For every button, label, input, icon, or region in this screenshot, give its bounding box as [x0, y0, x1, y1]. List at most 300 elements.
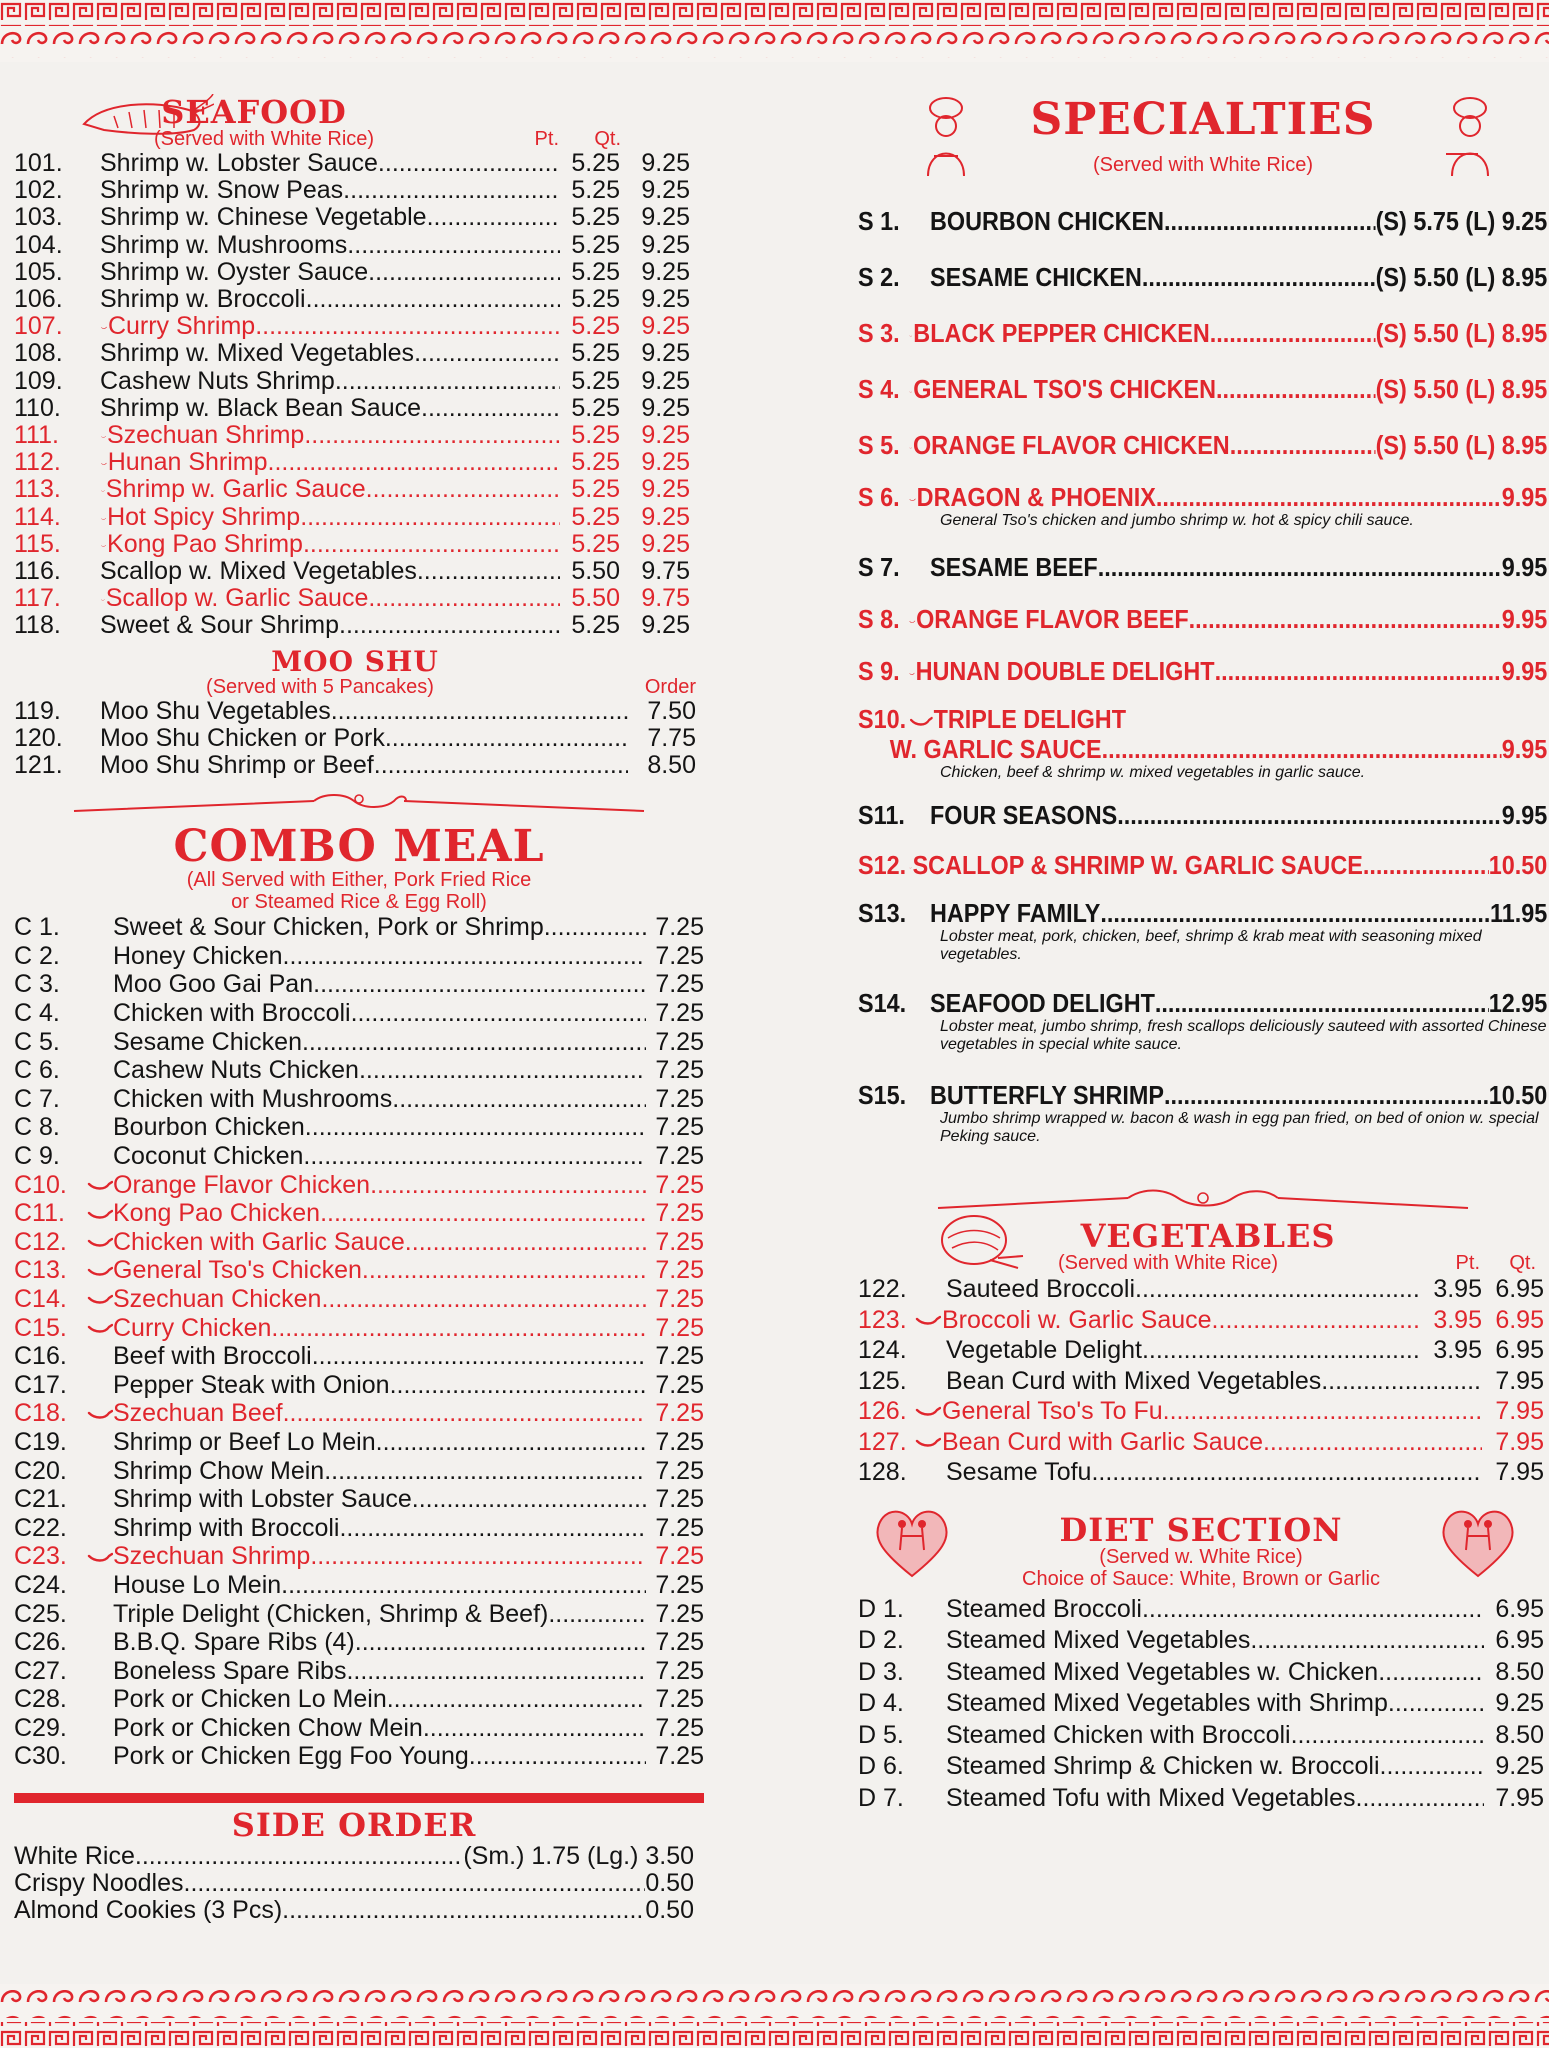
- leader-dots: [378, 150, 560, 177]
- item-price: (S) 5.50 (L) 8.95: [1375, 262, 1548, 292]
- item-name: Steamed Mixed Vegetables: [946, 1626, 1251, 1654]
- item-price: 7.25: [655, 1084, 704, 1113]
- leader-dots: [1117, 800, 1502, 830]
- menu-item: [14, 725, 696, 752]
- menu-item: [14, 698, 696, 725]
- leader-dots: [427, 204, 560, 231]
- specialty-item: [858, 374, 1548, 404]
- menu-item: [14, 1085, 704, 1114]
- item-name: Shrimp w. Chinese Vegetable: [100, 203, 427, 232]
- item-name: Shrimp w. Mushrooms: [100, 230, 348, 259]
- item-name: Shrimp w. Mixed Vegetables: [100, 339, 415, 368]
- item-number: 120.: [14, 723, 63, 752]
- item-description: Chicken, beef & shrimp w. mixed vegetables in garlic sauce.: [940, 764, 1366, 781]
- leader-dots: [1163, 1396, 1482, 1427]
- menu-item: [14, 1714, 704, 1743]
- heart-dancers-icon: [872, 1502, 952, 1582]
- menu-item: [14, 558, 690, 585]
- item-number: C18.: [14, 1399, 67, 1428]
- item-price-pt: 5.25: [571, 448, 620, 477]
- item-price: 7.25: [655, 1742, 704, 1771]
- menu-item: [14, 150, 690, 177]
- combo-note-2: or Steamed Rice & Egg Roll): [231, 891, 487, 914]
- leader-dots: [368, 585, 560, 612]
- item-name: Steamed Tofu with Mixed Vegetables: [946, 1783, 1356, 1812]
- hot-pepper-icon: [101, 513, 106, 525]
- seafood-list: [14, 150, 690, 640]
- menu-item: [14, 612, 690, 639]
- menu-item: [858, 1427, 1544, 1458]
- item-name: Boneless Spare Ribs: [113, 1656, 347, 1685]
- item-number: D 5.: [858, 1720, 904, 1749]
- leader-dots: [313, 970, 646, 999]
- hot-pepper-icon: [87, 1209, 113, 1221]
- item-number: C10.: [14, 1170, 67, 1199]
- leader-dots: [310, 1542, 646, 1571]
- item-name: Moo Shu Chicken or Pork: [100, 723, 385, 752]
- leader-dots: [423, 1714, 646, 1743]
- item-price: 7.25: [655, 1485, 704, 1514]
- item-price-qt: 7.95: [1495, 1458, 1544, 1486]
- item-price: 7.25: [655, 1199, 704, 1228]
- item-name: Honey Chicken: [113, 941, 283, 970]
- item-name: Moo Shu Vegetables: [100, 696, 331, 725]
- hot-pepper-icon: [915, 1315, 941, 1327]
- menu-item: [14, 752, 696, 779]
- item-number: S 1.: [858, 206, 900, 236]
- item-price: 7.25: [655, 1370, 704, 1399]
- menu-item: [14, 1028, 704, 1057]
- item-number: S 9.: [858, 656, 900, 686]
- item-number: C13.: [14, 1256, 67, 1285]
- item-number: 118.: [14, 611, 61, 640]
- item-number: C 9.: [14, 1142, 60, 1171]
- item-number: 107.: [14, 312, 63, 341]
- menu-item: [14, 1285, 704, 1314]
- item-price: 7.25: [655, 1113, 704, 1142]
- vegetables-list: [858, 1274, 1544, 1488]
- menu-item: [14, 1542, 704, 1571]
- bottom-border: [0, 1984, 1549, 2048]
- item-price-pt: 3.95: [1433, 1275, 1482, 1303]
- item-price-pt: 5.25: [571, 339, 620, 368]
- item-number: 117.: [14, 584, 61, 613]
- hot-pepper-icon: [87, 1409, 113, 1421]
- leader-dots: [283, 1399, 646, 1428]
- leader-dots: [392, 1085, 646, 1114]
- item-name: Szechuan Beef: [113, 1399, 283, 1428]
- menu-item: [14, 1457, 704, 1486]
- item-description: General Tso's chicken and jumbo shrimp w. hot & spicy chili sauce.: [940, 512, 1414, 529]
- hot-pepper-icon: [909, 616, 915, 628]
- item-price-qt: 9.25: [641, 149, 690, 177]
- leader-dots: [1164, 1080, 1489, 1110]
- item-name: Shrimp or Beef Lo Mein: [113, 1427, 376, 1456]
- item-number: 125.: [858, 1366, 907, 1395]
- diet-title: DIET SECTION: [1059, 1510, 1343, 1549]
- item-number: C22.: [14, 1513, 67, 1542]
- leader-dots: [1212, 1305, 1420, 1336]
- item-name: Chicken with Mushrooms: [113, 1084, 393, 1113]
- leader-dots: [255, 313, 560, 340]
- hot-pepper-icon: [909, 494, 915, 506]
- item-name: BOURBON CHICKEN: [930, 206, 1164, 236]
- leader-dots: [366, 476, 560, 503]
- heart-dancers-icon-right: [1438, 1502, 1518, 1582]
- leader-dots: [305, 1113, 646, 1142]
- leader-dots: [405, 1228, 646, 1257]
- item-price: 7.25: [655, 1713, 704, 1742]
- item-price-pt: 5.50: [571, 557, 620, 586]
- leader-dots: [469, 1742, 646, 1771]
- specialty-item: [858, 704, 1548, 782]
- vegetables-col-qt: Qt.: [1509, 1252, 1536, 1274]
- item-number: S10.: [858, 704, 907, 734]
- item-name: Pork or Chicken Egg Foo Young: [113, 1742, 469, 1771]
- item-price: (S) 5.50 (L) 8.95: [1375, 318, 1548, 348]
- item-price-qt: 9.25: [641, 421, 690, 450]
- menu-item: [14, 1342, 704, 1371]
- item-price: 9.25: [1495, 1689, 1544, 1717]
- item-name: Shrimp w. Lobster Sauce: [100, 149, 378, 177]
- leader-dots: [184, 1870, 646, 1897]
- seafood-col-pt: Pt.: [534, 128, 559, 150]
- item-name: Pork or Chicken Chow Mein: [113, 1713, 423, 1742]
- item-description: Lobster meat, pork, chicken, beef, shrimp & krab meat with seasoning mixed vegetables.: [940, 928, 1482, 963]
- item-name: White Rice: [14, 1842, 135, 1871]
- item-number: 101.: [14, 149, 63, 177]
- item-name: Beef with Broccoli: [113, 1342, 312, 1371]
- item-price: 7.25: [655, 1284, 704, 1313]
- hot-pepper-icon: [915, 1406, 941, 1418]
- menu-item: [14, 913, 704, 942]
- specialty-item: [858, 656, 1548, 686]
- item-number: C20.: [14, 1456, 67, 1485]
- item-number: S 7.: [858, 552, 900, 582]
- specialty-item: [858, 898, 1548, 964]
- leader-dots: [544, 913, 646, 942]
- leader-dots: [271, 1314, 646, 1343]
- side-title: SIDE ORDER: [231, 1806, 477, 1845]
- hot-pepper-icon: [101, 540, 106, 552]
- item-name: Crispy Noodles: [14, 1869, 184, 1898]
- item-number: C25.: [14, 1599, 67, 1628]
- item-price: 7.25: [655, 1656, 704, 1685]
- item-name: Shrimp with Lobster Sauce: [113, 1485, 412, 1514]
- side-section: [14, 1806, 694, 1925]
- item-name: FOUR SEASONS: [930, 800, 1118, 830]
- leader-dots: [1155, 988, 1489, 1018]
- menu-item: [14, 395, 690, 422]
- specialty-item: [858, 318, 1548, 348]
- item-number: S 4.: [858, 374, 900, 404]
- item-price-qt: 6.95: [1495, 1305, 1544, 1334]
- item-number: C26.: [14, 1628, 67, 1657]
- menu-item: [858, 1783, 1544, 1815]
- cabbage-icon: [928, 1208, 1028, 1278]
- item-number: C 6.: [14, 1056, 60, 1085]
- menu-item: [14, 340, 690, 367]
- item-name: Chicken with Garlic Sauce: [113, 1227, 405, 1256]
- menu-item: [14, 1628, 704, 1657]
- item-price-pt: 5.25: [571, 421, 620, 450]
- menu-item: [14, 1314, 704, 1343]
- leader-dots: [346, 1657, 646, 1686]
- item-number: C21.: [14, 1485, 67, 1514]
- item-number: 109.: [14, 366, 63, 395]
- item-name: Shrimp Chow Mein: [113, 1456, 325, 1485]
- specialty-item: [858, 850, 1548, 880]
- seafood-section: [14, 93, 704, 640]
- specialty-item: [858, 482, 1548, 530]
- item-number: 106.: [14, 285, 63, 314]
- leader-dots: [412, 1485, 646, 1514]
- leader-dots: [1142, 262, 1376, 292]
- item-price: 7.25: [655, 1256, 704, 1285]
- item-number: 126.: [858, 1397, 907, 1425]
- item-name: SEAFOOD DELIGHT: [930, 988, 1155, 1018]
- combo-section: [14, 821, 704, 1771]
- leader-dots: [1216, 374, 1376, 404]
- leader-dots: [331, 698, 628, 725]
- menu-item: [858, 1625, 1544, 1657]
- item-name: Coconut Chicken: [113, 1142, 304, 1171]
- item-name: TRIPLE DELIGHT: [933, 704, 1127, 734]
- item-number: 122.: [858, 1275, 907, 1303]
- item-price: 7.75: [647, 723, 696, 752]
- specialty-item: [858, 262, 1548, 292]
- item-price: 7.25: [655, 1427, 704, 1456]
- item-name: Sauteed Broccoli: [946, 1275, 1136, 1303]
- item-name: Sweet & Sour Chicken, Pork or Shrimp: [113, 913, 544, 942]
- item-price-pt: 5.25: [571, 176, 620, 205]
- item-name: Sesame Chicken: [113, 1027, 302, 1056]
- item-price: 7.25: [655, 941, 704, 970]
- item-name: Hot Spicy Shrimp: [107, 502, 301, 531]
- specialties-note: (Served with White Rice): [1092, 154, 1314, 176]
- menu-item: [858, 1274, 1544, 1305]
- combo-note-1: (All Served with Either, Pork Fried Rice: [186, 869, 532, 892]
- item-price: 7.25: [655, 913, 704, 942]
- item-number: 123.: [858, 1305, 907, 1334]
- mooshu-note: (Served with 5 Pancakes): [206, 675, 434, 698]
- item-number: D 7.: [858, 1783, 904, 1812]
- item-number: 119.: [14, 696, 61, 725]
- leader-dots: [1142, 1335, 1420, 1366]
- leader-dots: [283, 942, 646, 971]
- item-price: 7.25: [655, 1027, 704, 1056]
- item-name: Cashew Nuts Chicken: [113, 1056, 359, 1085]
- item-price: 6.95: [1495, 1626, 1544, 1654]
- item-price: 7.25: [655, 1599, 704, 1628]
- leader-dots: [1230, 430, 1376, 460]
- item-name: HUNAN DOUBLE DELIGHT: [915, 656, 1215, 686]
- item-name: Scallop w. Garlic Sauce: [105, 584, 369, 613]
- item-name: Kong Pao Chicken: [113, 1199, 321, 1228]
- item-number: 128.: [858, 1458, 907, 1486]
- leader-dots: [376, 1428, 646, 1457]
- specialty-item: [858, 552, 1548, 582]
- menu-item: [14, 970, 704, 999]
- item-name: Szechuan Chicken: [113, 1284, 322, 1313]
- item-number: C28.: [14, 1685, 67, 1714]
- menu-item: [14, 1399, 704, 1428]
- item-price-qt: 9.25: [641, 230, 690, 259]
- item-price-qt: 9.25: [641, 475, 690, 504]
- item-number: 104.: [14, 230, 63, 259]
- item-price-pt: 5.25: [571, 393, 620, 422]
- combo-title: COMBO MEAL: [173, 821, 545, 873]
- item-price: 9.95: [1501, 552, 1548, 582]
- item-price: 9.95: [1501, 604, 1548, 634]
- menu-item: [858, 1594, 1544, 1626]
- item-price: 7.25: [655, 1456, 704, 1485]
- diet-section: [858, 1510, 1544, 1815]
- item-number: C19.: [14, 1427, 67, 1456]
- leader-dots: [1142, 1594, 1484, 1626]
- leader-dots: [1250, 1625, 1484, 1657]
- item-price: 9.95: [1501, 734, 1548, 764]
- hot-pepper-icon: [101, 594, 105, 606]
- specialty-item: [858, 988, 1548, 1054]
- item-number: S 2.: [858, 262, 900, 292]
- leader-dots: [355, 1628, 646, 1657]
- item-number: C24.: [14, 1570, 67, 1599]
- item-price: 7.25: [655, 1542, 704, 1571]
- menu-item: [14, 1742, 704, 1771]
- item-number: 115.: [14, 529, 61, 558]
- item-price-qt: 9.25: [641, 393, 690, 422]
- item-name: BUTTERFLY SHRIMP: [930, 1080, 1165, 1110]
- leader-dots: [282, 1897, 645, 1924]
- item-price: 7.95: [1495, 1783, 1544, 1812]
- menu-item: [14, 1685, 704, 1714]
- item-price: 9.95: [1501, 800, 1548, 830]
- menu-item: [14, 1657, 704, 1686]
- menu-item: [14, 476, 690, 503]
- specialty-item: [858, 1080, 1548, 1146]
- item-name: General Tso's To Fu: [942, 1397, 1163, 1425]
- hot-pepper-icon: [909, 716, 932, 728]
- item-name: Steamed Mixed Vegetables with Shrimp: [946, 1689, 1388, 1717]
- item-name: Broccoli w. Garlic Sauce: [942, 1305, 1212, 1334]
- menu-item: [14, 1256, 704, 1285]
- item-name: Steamed Broccoli: [946, 1594, 1142, 1623]
- hot-pepper-icon: [915, 1437, 941, 1449]
- specialty-item: [858, 430, 1548, 460]
- leader-dots: [300, 504, 560, 531]
- menu-item: [858, 1305, 1544, 1336]
- item-name-line-2: W. GARLIC SAUCE: [889, 734, 1102, 764]
- leader-dots: [1156, 482, 1502, 512]
- item-number: 111.: [14, 421, 59, 450]
- item-price-pt: 5.25: [571, 366, 620, 395]
- item-number: S 8.: [858, 604, 900, 634]
- item-name: Bourbon Chicken: [113, 1113, 305, 1142]
- item-number: D 3.: [858, 1657, 904, 1686]
- item-name: Steamed Shrimp & Chicken w. Broccoli: [946, 1752, 1380, 1780]
- item-price: (S) 5.50 (L) 8.95: [1375, 374, 1548, 404]
- hot-pepper-icon: [87, 1180, 113, 1192]
- item-number: 105.: [14, 257, 63, 286]
- menu-item: [14, 942, 704, 971]
- menu-item: [14, 259, 690, 286]
- item-number: D 6.: [858, 1752, 904, 1780]
- item-price-pt: 5.25: [571, 529, 620, 558]
- menu-item: [858, 1335, 1544, 1366]
- item-price-pt: 3.95: [1433, 1336, 1482, 1364]
- leader-dots: [339, 1514, 646, 1543]
- item-name: Hunan Shrimp: [107, 448, 268, 477]
- item-price-qt: 9.25: [641, 366, 690, 395]
- item-name: SCALLOP & SHRIMP W. GARLIC SAUCE: [912, 850, 1363, 880]
- item-price: 7.25: [655, 999, 704, 1028]
- hot-pepper-icon: [909, 862, 911, 874]
- item-number: C12.: [14, 1227, 67, 1256]
- item-number: S11.: [858, 800, 905, 830]
- item-price-qt: 9.25: [641, 448, 690, 477]
- leader-dots: [347, 232, 560, 259]
- item-price-pt: 5.25: [571, 149, 620, 177]
- menu-item: [14, 1600, 704, 1629]
- hot-pepper-icon: [909, 668, 914, 680]
- leader-dots: [390, 1371, 646, 1400]
- item-price-qt: 6.95: [1495, 1336, 1544, 1364]
- menu-item: [14, 204, 690, 231]
- leader-dots: [359, 1056, 646, 1085]
- item-name: Chicken with Broccoli: [113, 999, 351, 1028]
- item-number: C 2.: [14, 941, 60, 970]
- item-number: C16.: [14, 1342, 67, 1371]
- item-number: 121.: [14, 751, 63, 780]
- item-price: (Sm.) 1.75 (Lg.) 3.50: [463, 1842, 694, 1871]
- item-price-qt: 9.25: [641, 285, 690, 314]
- item-price-pt: 5.50: [571, 584, 620, 613]
- item-number: S 5.: [858, 430, 900, 460]
- item-name: Shrimp w. Broccoli: [100, 285, 306, 314]
- item-number: C 3.: [14, 970, 60, 999]
- item-number: C 7.: [14, 1084, 60, 1113]
- item-name: Sesame Tofu: [946, 1458, 1092, 1486]
- hot-pepper-icon: [909, 442, 912, 454]
- leader-dots: [339, 612, 560, 639]
- item-name: Moo Shu Shrimp or Beef: [100, 751, 374, 780]
- specialty-item: [858, 206, 1548, 236]
- menu-item: [14, 313, 690, 340]
- item-name: Pork or Chicken Lo Mein: [113, 1685, 387, 1714]
- item-number: C23.: [14, 1542, 67, 1571]
- item-name: Shrimp w. Garlic Sauce: [105, 475, 366, 504]
- mooshu-col-order: Order: [644, 675, 696, 698]
- item-name: Shrimp w. Snow Peas: [100, 176, 344, 205]
- item-name: SESAME CHICKEN: [930, 262, 1142, 292]
- mooshu-list: [14, 698, 696, 780]
- menu-item: [14, 999, 704, 1028]
- menu-item: [14, 1228, 704, 1257]
- item-price-qt: 7.95: [1495, 1427, 1544, 1456]
- item-number: C15.: [14, 1313, 67, 1342]
- leader-dots: [304, 422, 560, 449]
- item-price-qt: 7.95: [1495, 1397, 1544, 1425]
- item-number: 116.: [14, 557, 61, 586]
- item-number: D 1.: [858, 1594, 904, 1623]
- leader-dots: [1098, 552, 1502, 582]
- item-price: 9.95: [1501, 482, 1548, 512]
- item-name: Moo Goo Gai Pan: [113, 970, 314, 999]
- menu-item: [14, 232, 690, 259]
- item-number: S12.: [858, 850, 907, 880]
- item-description: Jumbo shrimp wrapped w. bacon & wash in egg pan fried, on bed of onion w. special Peking sauce.: [940, 1110, 1539, 1145]
